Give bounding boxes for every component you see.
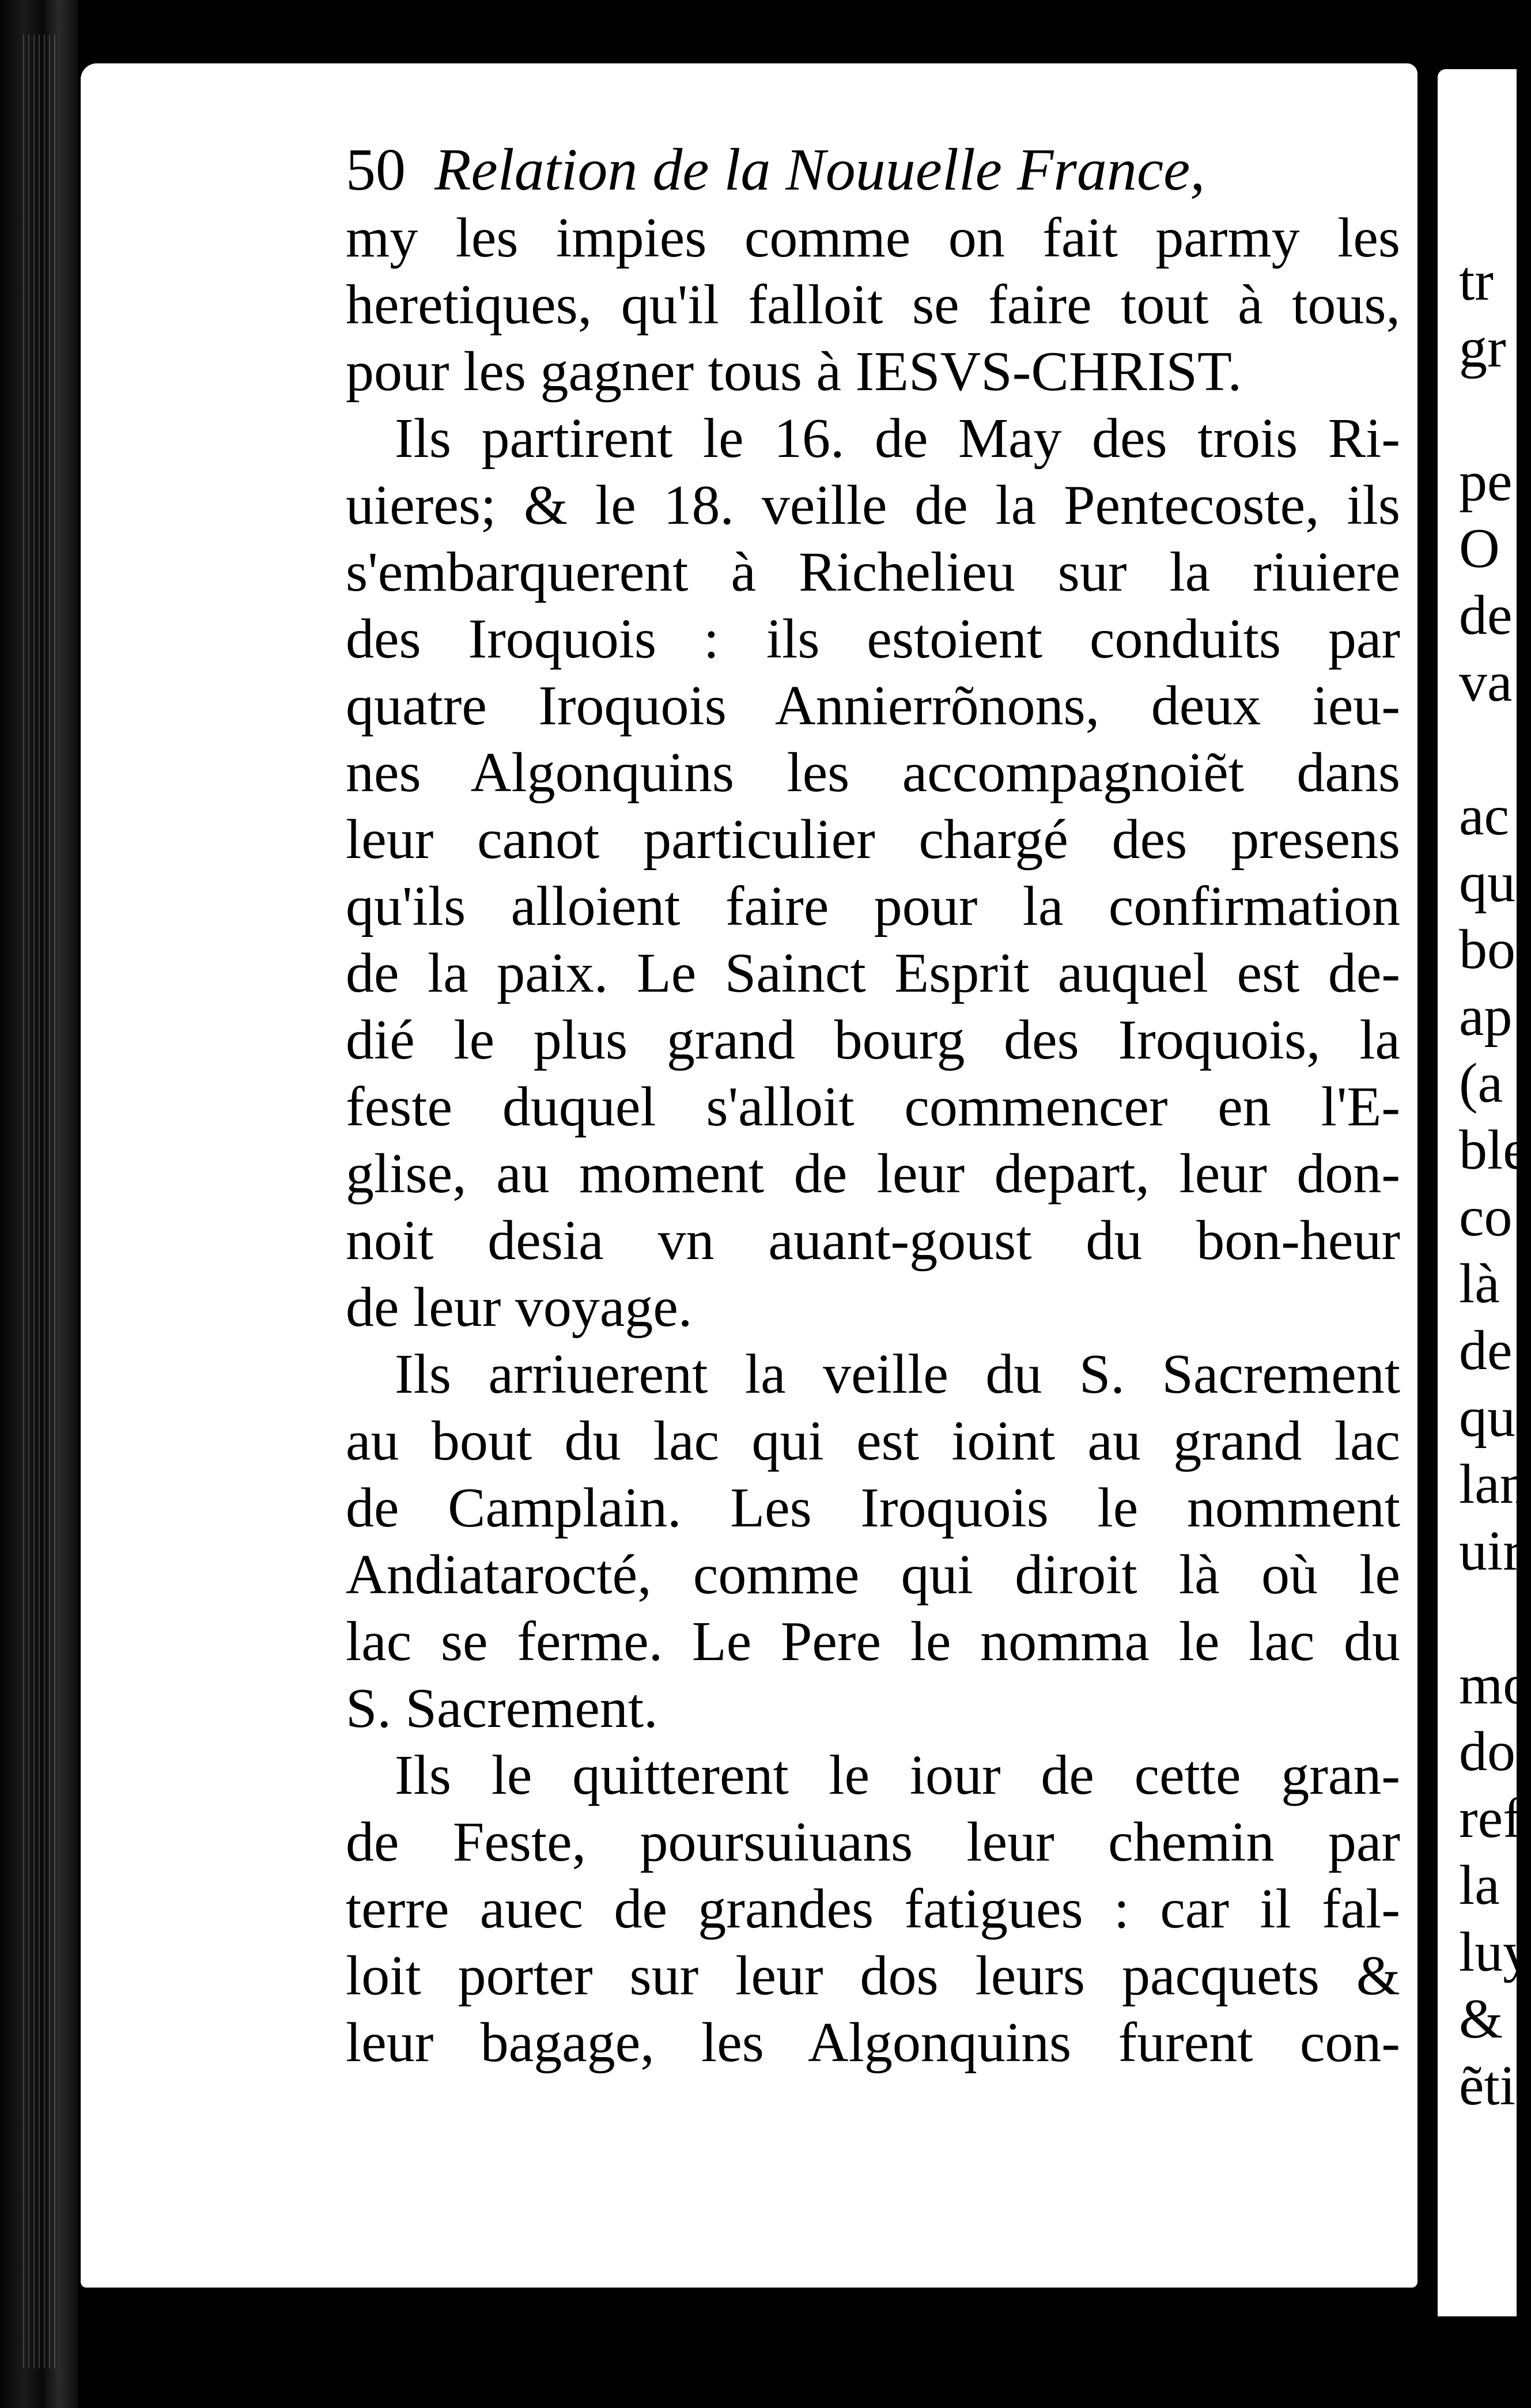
running-head-title: Relation de la Nouuelle France, xyxy=(434,137,1205,203)
facing-line-fragment: lan xyxy=(1459,1453,1528,1515)
binding-edge-lines xyxy=(23,35,58,2368)
facing-line-fragment: la xyxy=(1459,1854,1500,1916)
text-line: uieres; & le 18. veille de la Pentecoste, ils xyxy=(346,474,1400,536)
facing-line-fragment: va xyxy=(1459,651,1513,713)
text-line: terre auec de grandes fatigues : car il fal- xyxy=(346,1878,1400,1940)
text-line: Ils partirent le 16. de May des trois Ri- xyxy=(395,407,1400,470)
text-line: leur bagage, les Algonquins furent con- xyxy=(346,2012,1400,2074)
text-line: de Camplain. Les Iroquois le nomment xyxy=(346,1477,1400,1539)
facing-line-fragment: ref xyxy=(1459,1787,1522,1850)
body-text xyxy=(346,205,1400,2076)
text-line: Ils arriuerent la veille du S. Sacrement xyxy=(395,1343,1400,1405)
facing-line-fragment xyxy=(1459,381,1517,448)
text-line: leur canot particulier chargé des presens xyxy=(346,808,1400,871)
text-line: s'embarquerent à Richelieu sur la riuiere xyxy=(346,541,1400,603)
text-line: my les impies comme on fait parmy les xyxy=(346,207,1400,269)
text-line: feste duquel s'alloit commencer en l'E- xyxy=(346,1076,1400,1138)
running-head xyxy=(346,135,1400,205)
facing-page-text xyxy=(1459,248,1531,2119)
facing-line-fragment: tr xyxy=(1459,250,1494,312)
facing-line-fragment: ac xyxy=(1459,785,1509,847)
book-binding-gutter xyxy=(0,0,78,2408)
facing-line-fragment: & xyxy=(1459,1988,1503,2050)
facing-line-fragment: qu xyxy=(1459,1386,1515,1449)
facing-line-fragment: gr xyxy=(1459,317,1506,379)
facing-line-fragment: ap xyxy=(1459,985,1513,1048)
text-line: nes Algonquins les accompagnoiẽt dans xyxy=(346,742,1400,804)
facing-line-fragment: de xyxy=(1459,1320,1513,1382)
facing-line-fragment: pe xyxy=(1459,451,1513,513)
text-line: au bout du lac qui est ioint au grand lac xyxy=(346,1410,1400,1472)
page-text-block xyxy=(346,135,1400,2076)
facing-line-fragment: ẽti xyxy=(1459,2055,1515,2117)
text-line: Ils le quitterent le iour de cette gran- xyxy=(395,1744,1400,1806)
facing-line-fragment xyxy=(1459,716,1517,782)
text-line: heretiques, qu'il falloit se faire tout à tous, xyxy=(346,274,1400,336)
facing-line-fragment: do xyxy=(1459,1721,1515,1783)
facing-line-fragment: O xyxy=(1459,517,1500,580)
facing-line-fragment: qu xyxy=(1459,852,1515,914)
facing-line-fragment: uir xyxy=(1459,1520,1522,1582)
text-line: lac se ferme. Le Pere le nomma le lac du xyxy=(346,1611,1400,1673)
facing-line-fragment: là xyxy=(1459,1253,1500,1315)
facing-line-fragment: mo xyxy=(1459,1654,1531,1716)
facing-line-fragment: de xyxy=(1459,584,1513,647)
text-line: S. Sacrement. xyxy=(346,1677,658,1740)
text-line: qu'ils alloient faire pour la confirmation xyxy=(346,875,1400,938)
text-line: des Iroquois : ils estoient conduits par xyxy=(346,608,1400,670)
facing-line-fragment xyxy=(1459,1585,1517,1651)
text-line: glise, au moment de leur depart, leur don- xyxy=(346,1143,1400,1205)
text-line: Andiataroсté, comme qui diroit là où le xyxy=(346,1544,1400,1606)
text-line: noit desia vn auant-goust du bon-heur xyxy=(346,1209,1400,1272)
text-line: quatre Iroquois Annierrõnons, deux ieu- xyxy=(346,675,1400,737)
facing-line-fragment: luy xyxy=(1459,1921,1531,1983)
text-line: loit porter sur leur dos leurs pacquets & xyxy=(346,1945,1400,2007)
text-line: de la paix. Le Sainct Esprit auquel est de- xyxy=(346,942,1400,1004)
text-line: de Feste, poursuiuans leur chemin par xyxy=(346,1811,1400,1873)
facing-line-fragment: co xyxy=(1459,1186,1513,1248)
text-line: de leur voyage. xyxy=(346,1276,693,1339)
facing-line-fragment: ble xyxy=(1459,1119,1528,1181)
text-line: pour les gagner tous à IESVS-CHRIST. xyxy=(346,341,1242,403)
facing-line-fragment: bo xyxy=(1459,918,1515,981)
text-line: dié le plus grand bourg des Iroquois, la xyxy=(346,1009,1400,1071)
page-number: 50 xyxy=(346,137,406,203)
facing-line-fragment: (a xyxy=(1459,1052,1503,1114)
